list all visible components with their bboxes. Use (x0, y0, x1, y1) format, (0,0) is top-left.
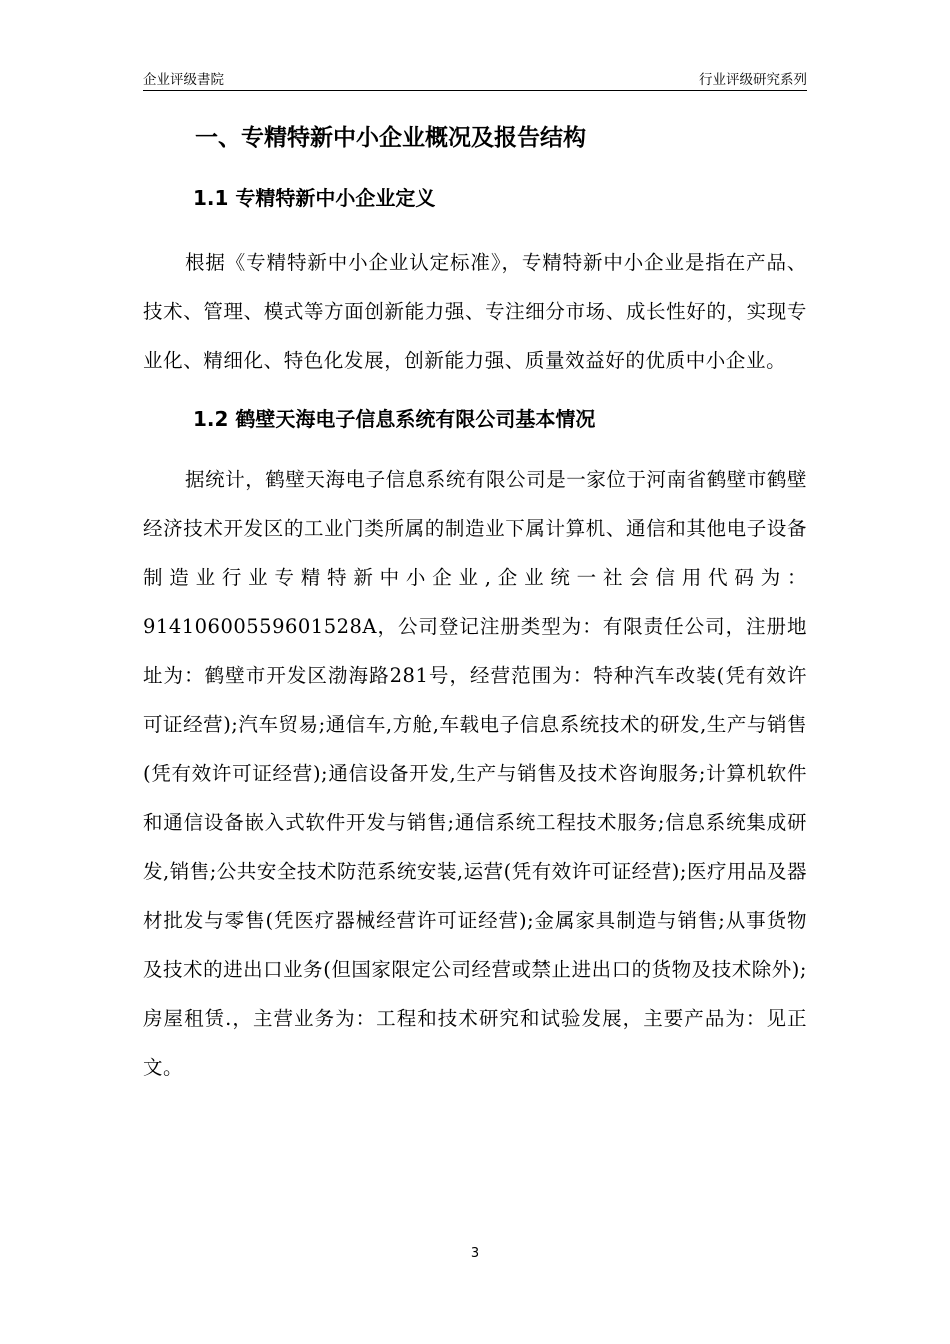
section-title: 一、专精特新中小企业概况及报告结构 (195, 125, 586, 151)
header-right-text: 行业评级研究系列 (699, 72, 807, 88)
page-header (143, 64, 807, 91)
subsection-1-title: 1.1 专精特新中小企业定义 (193, 186, 436, 210)
subsection-2-paragraph: 据统计，鹤壁天海电子信息系统有限公司是一家位于河南省鹤壁市鹤壁经济技术开发区的工业门类所属的制造业下属计算机、通信和其他电子设备制造业行业专精特新中小企业,企业统一社会信用代码为：91410600559601528A，公司登记注册类型为：有限责任公司，注册地址为：鹤壁市开发区渤海路281号，经营范围为：特种汽车改装(凭有效许可证经营);汽车贸易;通信车,方舱,车载电子信息系统技术的研发,生产与销售(凭有效许可证经营);通信设备开发,生产与销售及技术咨询服务;计算机软件和通信设备嵌入式软件开发与销售;通信系统工程技术服务;信息系统集成研发,销售;公共安全技术防范系统安装,运营(凭有效许可证经营);医疗用品及器材批发与零售(凭医疗器械经营许可证经营);金属家具制造与销售;从事货物及技术的进出口业务(但国家限定公司经营或禁止进出口的货物及技术除外);房屋租赁.，主营业务为：工程和技术研究和试验发展，主要产品为：见正文。 (143, 468, 807, 1079)
subsection-2-title: 1.2 鹤壁天海电子信息系统有限公司基本情况 (193, 407, 596, 431)
page-number: 3 (470, 1246, 480, 1261)
document-body (143, 112, 807, 1092)
subsection-1-paragraph: 根据《专精特新中小企业认定标准》，专精特新中小企业是指在产品、技术、管理、模式等方面创新能力强、专注细分市场、成长性好的，实现专业化、精细化、特色化发展，创新能力强、质量效益好的优质中小企业。 (143, 251, 807, 372)
header-left-text: 企业评级書院 (143, 72, 224, 88)
